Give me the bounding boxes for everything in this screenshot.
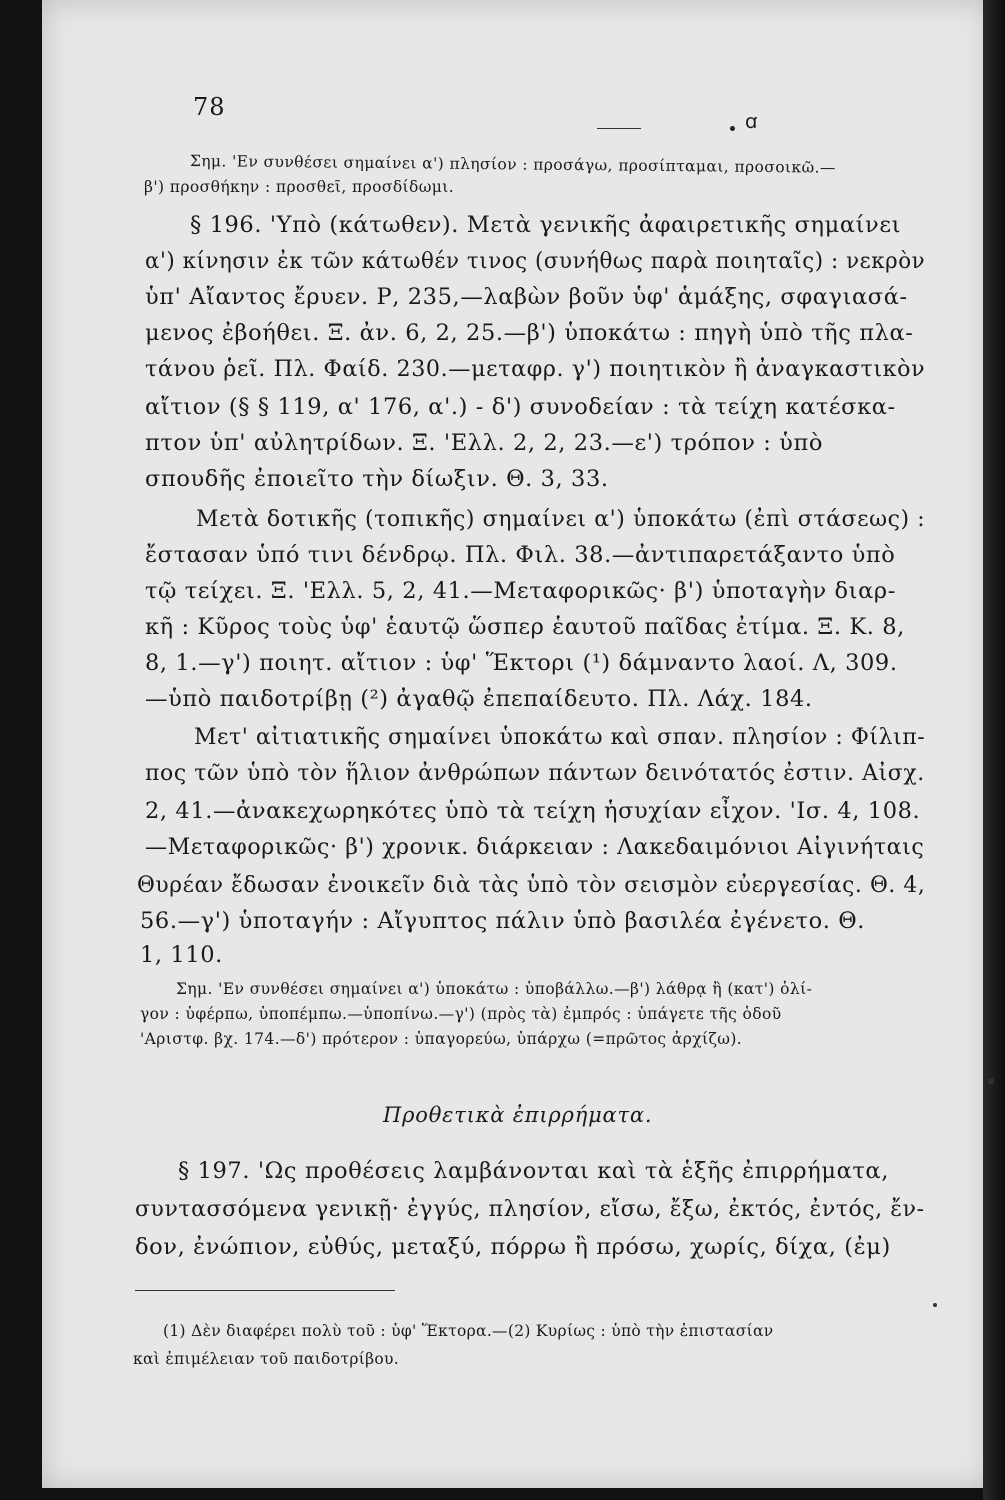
text-line: συντασσόμενα γενικῇ· ἐγγύς, πλησίον, εἴσω, ἔξω, ἐκτός, ἐντός, ἔν- (135, 1196, 925, 1222)
text-line: Θυρέαν ἔδωσαν ἐνοικεῖν διὰ τὰς ὑπὸ τὸν σεισμὸν εὐεργεσίας. Θ. 4, (137, 872, 926, 898)
text-line: 2, 41.—ἀνακεχωρηκότες ὑπὸ τὰ τείχη ἡσυχίαν εἶχον. 'Ισ. 4, 108. (145, 798, 921, 824)
text-line: § 197. 'Ως προθέσεις λαμβάνονται καὶ τὰ ἑξῆς ἐπιρρήματα, (178, 1158, 889, 1184)
text-line: α') κίνησιν ἐκ τῶν κάτωθέν τινος (συνήθως παρὰ ποιηταῖς) : νεκρὸν (145, 248, 926, 274)
text-line: τῷ τείχει. Ξ. 'Ελλ. 5, 2, 41.—Μεταφορικῶς· β') ὑποταγὴν διαρ- (145, 578, 896, 604)
text-line: δον, ἐνώπιον, εὐθύς, μεταξύ, πόρρω ἢ πρόσω, χωρίς, δίχα, (ἐμ) (135, 1234, 891, 1260)
text-line: Μετὰ δοτικῆς (τοπικῆς) σημαίνει α') ὑποκάτω (ἐπὶ στάσεως) : (196, 506, 926, 532)
text-line: πτον ὑπ' αὐλητρίδων. Ξ. 'Ελλ. 2, 2, 23.—ε') τρόπον : ὑπὸ (145, 430, 823, 456)
text-line: μενος ἐβοήθει. Ξ. ἀν. 6, 2, 25.—β') ὑποκάτω : πηγὴ ὑπὸ τῆς πλα- (145, 320, 914, 346)
text-line: Μετ' αἰτιατικῆς σημαίνει ὑποκάτω καὶ σπαν. πλησίον : Φίλιπ- (194, 724, 926, 750)
corner-mark: ꭤ (745, 109, 758, 133)
ink-speck (988, 1078, 994, 1084)
text-line: 1, 110. (140, 942, 223, 968)
note-line: Σημ. 'Εν συνθέσει σημαίνει α') πλησίον : προσάγω, προσίπταμαι, προσοικῶ.— (189, 152, 836, 177)
note-line: γον : ὑφέρπω, ὑποπέμπω.—ὑποπίνω.—γ') (πρὸς τὰ) ἐμπρός : ὑπάγετε τῆς ὁδοῦ (140, 1005, 782, 1023)
header-rule (597, 128, 641, 129)
text-line: σπουδῆς ἐποιεῖτο τὴν δίωξιν. Θ. 3, 33. (145, 466, 609, 492)
section-title: Προθετικὰ ἐπιρρήματα. (383, 1103, 653, 1127)
text-line: κῆ : Κῦρος τοὺς ὑφ' ἑαυτῷ ὥσπερ ἑαυτοῦ παῖδας ἐτίμα. Ξ. Κ. 8, (145, 614, 905, 640)
page-number: 78 (193, 93, 226, 121)
text-line: 56.—γ') ὑποταγήν : Αἴγυπτος πάλιν ὑπὸ βασιλέα ἐγένετο. Θ. (140, 908, 866, 934)
footnote-line: (1) Δὲν διαφέρει πολὺ τοῦ : ὑφ' Ἕκτορα.—(2) Κυρίως : ὑπὸ τὴν ἐπιστασίαν (163, 1322, 774, 1340)
note-line: β') προσθήκην : προσθεῖ, προσδίδωμι. (144, 178, 455, 196)
text-line: —ὑπὸ παιδοτρίβῃ (²) ἀγαθῷ ἐπεπαίδευτο. Πλ. Λάχ. 184. (145, 686, 813, 712)
text-line: § 196. 'Υπὸ (κάτωθεν). Μετὰ γενικῆς ἀφαιρετικῆς σημαίνει (190, 212, 902, 238)
text-line: 8, 1.—γ') ποιητ. αἴτιον : ὑφ' Ἕκτορι (¹) δάμναντο λαοί. Λ, 309. (145, 650, 898, 676)
text-line: ὑπ' Αἴαντος ἔρυεν. Ρ, 235,—λαβὼν βοῦν ὑφ' ἁμάξης, σφαγιασά- (145, 284, 908, 310)
text-line: αἴτιον (§ § 119, α' 176, α'.) - δ') συνοδείαν : τὰ τείχη κατέσκα- (145, 394, 896, 420)
text-line: πος τῶν ὑπὸ τὸν ἥλιον ἀνθρώπων πάντων δεινότατός ἐστιν. Αἰσχ. (145, 760, 925, 786)
text-line: —Μεταφορικῶς· β') χρονικ. διάρκειαν : Λακεδαιμόνιοι Αἰγινήταις (145, 834, 925, 860)
note-line: Σημ. 'Εν συνθέσει σημαίνει α') ὑποκάτω : ὑποβάλλω.—β') λάθρᾳ ἢ (κατ') ὀλί- (176, 980, 813, 998)
note-line: 'Αριστφ. βχ. 174.—δ') πρότερον : ὑπαγορεύω, ὑπάρχω (=πρῶτος ἀρχίζω). (140, 1030, 743, 1048)
footnote-rule (135, 1290, 395, 1291)
ink-dot (730, 126, 735, 131)
text-line: ἔστασαν ὑπό τινι δένδρῳ. Πλ. Φιλ. 38.—ἀντιπαρετάξαντο ὑπὸ (145, 542, 896, 568)
scan-edge (983, 0, 1005, 1500)
ink-speck (933, 1303, 937, 1307)
text-line: τάνου ῥεῖ. Πλ. Φαίδ. 230.—μεταφρ. γ') ποιητικὸν ἢ ἀναγκαστικὸν (145, 356, 926, 382)
footnote-line: καὶ ἐπιμέλειαν τοῦ παιδοτρίβου. (133, 1350, 399, 1368)
